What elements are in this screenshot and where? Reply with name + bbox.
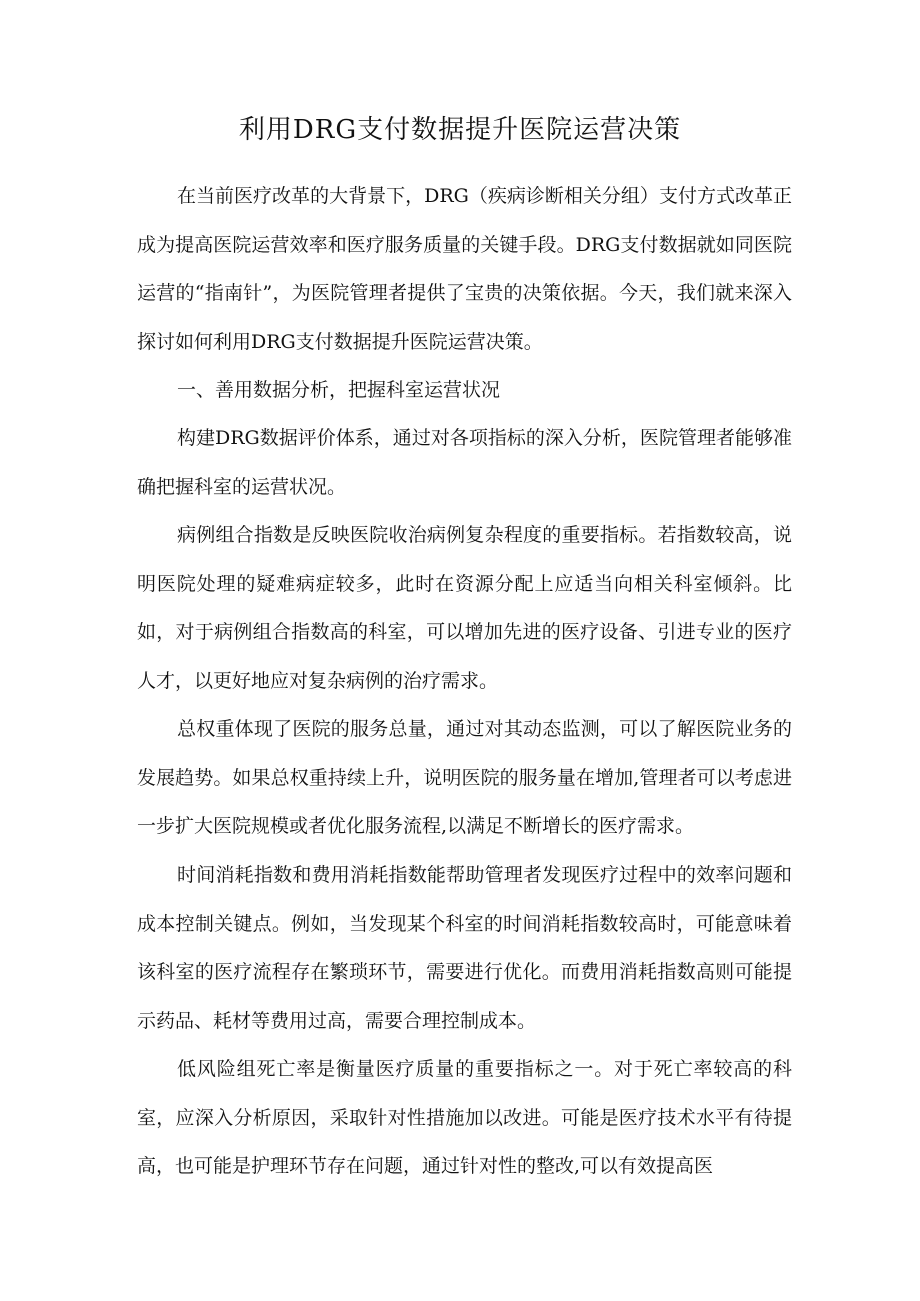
section-heading-1: 一、善用数据分析，把握科室运营状况 — [177, 379, 501, 401]
paragraph-low-risk-mortality: 低风险组死亡率是衡量医疗质量的重要指标之一。对于死亡率较高的科室，应深入分析原因，采取针对性措施加以改进。可能是医疗技术水平有待提高，也可能是护理环节存在问题，通过针对性的整改,可以有效提高医 — [137, 1058, 792, 1177]
document-title: 利用DRG支付数据提升医院运营决策 — [238, 115, 682, 145]
paragraph-total-weight: 总权重体现了医院的服务总量，通过对其动态监测，可以了解医院业务的发展趋势。如果总权重持续上升，说明医院的服务量在增加,管理者可以考虑进一步扩大医院规模或者优化服务流程,以满足不断增长的医疗需求。 — [137, 718, 792, 837]
paragraph-intro: 在当前医疗改革的大背景下，DRG（疾病诊断相关分组）支付方式改革正成为提高医院运营效率和医疗服务质量的关键手段。DRG支付数据就如同医院运营的“指南针”，为医院管理者提供了宝贵的决策依据。今天，我们就来深入探讨如何利用DRG支付数据提升医院运营决策。 — [137, 185, 792, 353]
paragraph-consumption-index: 时间消耗指数和费用消耗指数能帮助管理者发现医疗过程中的效率问题和成本控制关键点。例如，当发现某个科室的时间消耗指数较高时，可能意味着该科室的医疗流程存在繁琐环节，需要进行优化。而费用消耗指数高则可能提示药品、耗材等费用过高，需要合理控制成本。 — [137, 864, 792, 1032]
paragraph-evaluation-system: 构建DRG数据评价体系，通过对各项指标的深入分析，医院管理者能够准确把握科室的运营状况。 — [137, 427, 792, 498]
paragraph-case-mix-index: 病例组合指数是反映医院收治病例复杂程度的重要指标。若指数较高，说明医院处理的疑难病症较多，此时在资源分配上应适当向相关科室倾斜。比如，对于病例组合指数高的科室，可以增加先进的医疗设备、引进专业的医疗人才，以更好地应对复杂病例的治疗需求。 — [137, 524, 792, 692]
